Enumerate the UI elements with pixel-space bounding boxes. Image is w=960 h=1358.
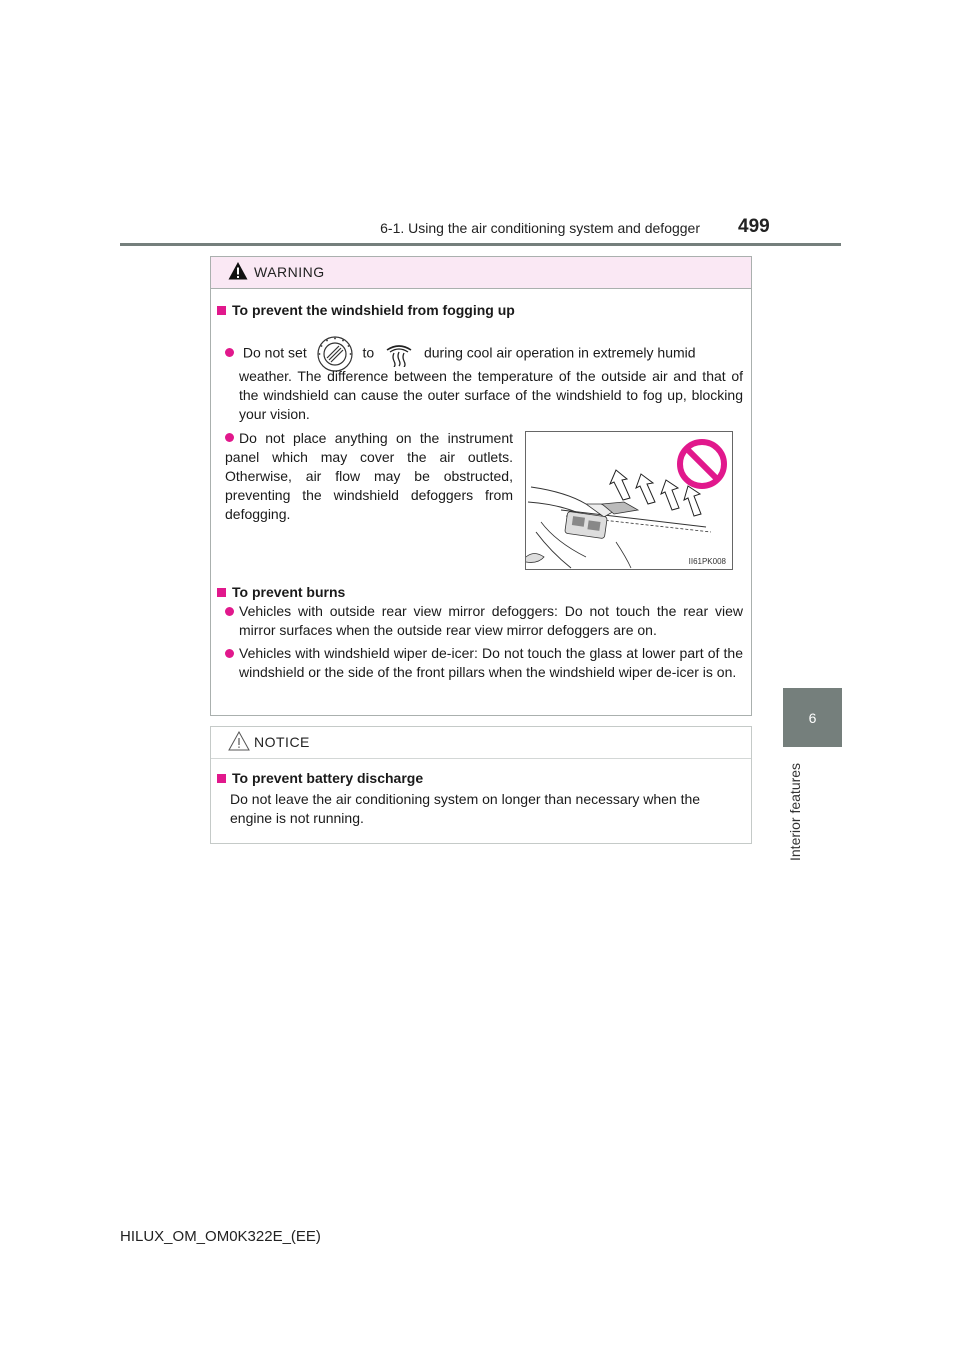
- square-bullet-icon: [217, 774, 226, 783]
- bullet-wiper-deicer: Vehicles with windshield wiper de-icer: Do not touch the glass at lower part of the windshield or the side of the front pillars when the windshield wiper de-icer is on.: [225, 644, 743, 682]
- section-heading-fogging: To prevent the windshield from fogging up: [217, 302, 515, 318]
- prohibition-icon: [680, 442, 724, 486]
- chapter-tab[interactable]: [783, 688, 842, 747]
- dashboard-drawing: [526, 432, 732, 569]
- notice-header: [211, 727, 751, 759]
- square-bullet-icon: [217, 588, 226, 597]
- chapter-label-text: Interior features: [787, 762, 803, 861]
- notice-triangle-icon: [228, 731, 250, 751]
- section-heading-burns: To prevent burns: [217, 584, 345, 600]
- figure-code: II61PK008: [688, 557, 726, 566]
- warning-triangle-icon: [228, 261, 248, 281]
- bullet-dot-icon: [225, 433, 234, 442]
- warning-label: WARNING: [254, 264, 325, 280]
- notice-heading: To prevent battery discharge: [217, 770, 423, 786]
- bullet-dot-icon: [225, 607, 234, 616]
- header-title: 6-1. Using the air conditioning system and defogger: [380, 220, 700, 236]
- footer-doc-code: HILUX_OM_OM0K322E_(EE): [120, 1228, 321, 1245]
- windshield-defogger-icon: [384, 341, 414, 367]
- chapter-side-label: [781, 757, 809, 867]
- warning-header: [211, 257, 751, 289]
- notice-box: [210, 726, 752, 844]
- dashboard-illustration: [525, 431, 733, 570]
- bullet-instrument-panel: Do not place anything on the instrument panel which may cover the air outlets. Otherwise, air flow may be obstructed, preventing the windshield defoggers from defogging.: [225, 430, 513, 522]
- notice-label: NOTICE: [254, 734, 310, 750]
- page-number: 499: [738, 216, 770, 237]
- bullet-mirror-defoggers: Vehicles with outside rear view mirror defoggers: Do not touch the rear view mirror surfaces when the outside rear view mirror defoggers are on.: [225, 602, 743, 640]
- bullet-mode-setting: Do not set to during cool air operation in extremely humid: [225, 335, 743, 373]
- notice-text: Do not leave the air conditioning system on longer than necessary when the engine is not running.: [230, 791, 701, 826]
- header-rule: [120, 243, 841, 246]
- square-bullet-icon: [217, 306, 226, 315]
- bullet-dot-icon: [225, 348, 234, 357]
- chapter-number: 6: [808, 710, 817, 726]
- bullet-dot-icon: [225, 649, 234, 658]
- bullet-mode-setting-continuation: weather. The difference between the temperature of the outside air and that of the windshield can cause the outer surface of the windshield to fog up, blocking your vision.: [239, 368, 743, 422]
